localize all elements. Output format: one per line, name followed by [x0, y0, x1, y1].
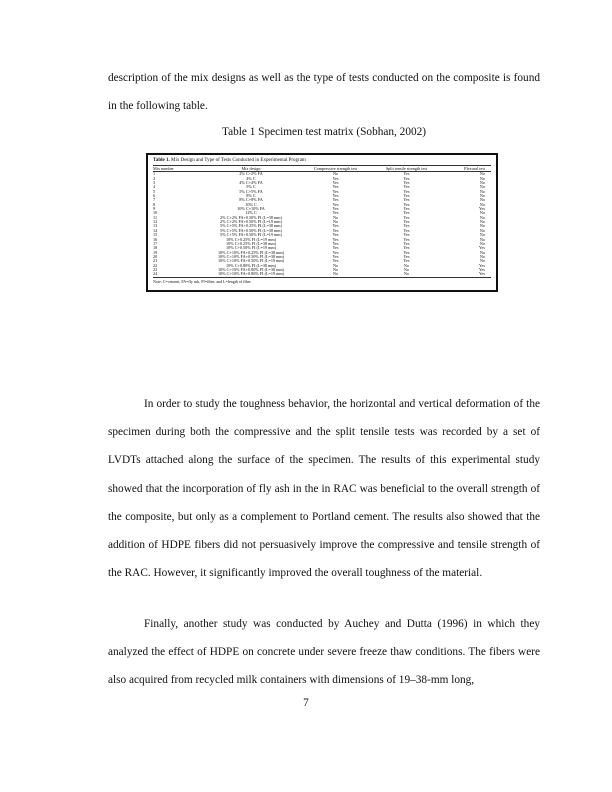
- cell-flexural: No: [479, 253, 485, 259]
- paragraph-toughness: In order to study the toughness behavior, the horizontal and vertical deformation of the specimen during both the compressive and the split tensile tests was recorded by a set of LVDTs attached along the surface of the specimen. The results of this experimental study showed that the incorporation of fly ash in the in RAC was beneficial to the overall strength of the composite, but only as a complement to Portland cement. The results also showed that the addition of HDPE fibers did not persuasively improve the compressive and tensile strength of the RAC. However, it significantly improved the overall toughness of the material.: [108, 398, 540, 580]
- paragraph-intro: description of the mix designs as well as the type of tests conducted on the composite is found in the following table.: [108, 72, 540, 113]
- cell-split-tensile: Yes: [403, 197, 410, 203]
- mix-design-table: [153, 167, 491, 278]
- cell-compressive: Yes: [332, 253, 339, 259]
- cell-flexural: No: [479, 232, 485, 238]
- cell-flexural: No: [479, 193, 485, 199]
- cell-split-tensile: Yes: [403, 206, 410, 212]
- cell-flexural: No: [479, 201, 485, 207]
- cell-mix-design: 12% C: [245, 210, 257, 216]
- cell-split-tensile: No: [369, 272, 443, 277]
- cell-mix-number: 17: [153, 240, 158, 246]
- cell-flexural: No: [479, 210, 485, 216]
- cell-mix-number: 1: [153, 171, 156, 177]
- cell-mix-number: 21: [153, 258, 158, 264]
- cell-flexural: No: [479, 219, 485, 225]
- page-number: 7: [303, 697, 309, 709]
- cell-compressive: Yes: [332, 201, 339, 207]
- cell-flexural: No: [479, 180, 485, 186]
- cell-split-tensile: Yes: [403, 193, 410, 199]
- cell-mix-design: 10% C+10% FA+0.50% FI (L=19 mm): [217, 258, 285, 264]
- cell-mix-design: 2% C+2% FA: [239, 171, 263, 177]
- cell-split-tensile: Yes: [403, 227, 410, 233]
- cell-mix-number: 5: [153, 188, 156, 194]
- table-figure: [146, 153, 498, 292]
- cell-mix-design: 10% C+0.80% FI (L=38 mm): [226, 262, 276, 268]
- cell-mix-number: 19: [153, 249, 158, 255]
- cell-mix-number: 20: [153, 253, 158, 259]
- cell-mix-number: 15: [153, 232, 158, 238]
- cell-flexural: No: [479, 214, 485, 220]
- cell-flexural: No: [479, 249, 485, 255]
- cell-split-tensile: Yes: [403, 236, 410, 242]
- cell-compressive: Yes: [332, 184, 339, 190]
- cell-mix-design: 10% C+10% FA+0.80% FI (L=38 mm): [217, 266, 285, 272]
- cell-mix-design: 5% C+5% FA: [239, 188, 263, 194]
- cell-compressive: No: [332, 219, 339, 225]
- cell-flexural: Yes: [478, 245, 485, 251]
- cell-compressive: Yes: [332, 188, 339, 194]
- cell-mix-design: 2% C+2% FA+0.50% FI (L=38 mm): [220, 214, 282, 220]
- cell-split-tensile: Yes: [403, 184, 410, 190]
- cell-flexural: No: [479, 240, 485, 246]
- cell-split-tensile: Yes: [403, 253, 410, 259]
- cell-compressive: Yes: [332, 193, 339, 199]
- cell-compressive: Yes: [332, 223, 339, 229]
- header-mix-design: Mix design: [200, 167, 301, 172]
- cell-flexural: No: [479, 184, 485, 190]
- cell-split-tensile: Yes: [403, 180, 410, 186]
- cell-split-tensile: Yes: [403, 171, 410, 177]
- cell-split-tensile: Yes: [403, 201, 410, 207]
- cell-split-tensile: Yes: [403, 232, 410, 238]
- cell-compressive: No: [302, 272, 370, 277]
- cell-mix-design: 10% C+10% FA+0.25% FI (L=38 mm): [217, 249, 285, 255]
- cell-compressive: Yes: [332, 240, 339, 246]
- cell-split-tensile: Yes: [403, 240, 410, 246]
- cell-mix-number: 13: [153, 223, 158, 229]
- cell-split-tensile: Yes: [403, 258, 410, 264]
- cell-mix-design: 5% C+5% FA+0.50% FI (L=19 mm): [220, 232, 282, 238]
- table-caption: Table 1 Specimen test matrix (Sobhan, 2002): [221, 126, 427, 138]
- cell-mix-design: 2% C+2% FA+0.50% FI (L=19 mm): [220, 219, 282, 225]
- header-flexural: Flexural test: [444, 167, 491, 172]
- cell-mix-design: 4% C: [246, 175, 256, 181]
- cell-flexural: No: [479, 197, 485, 203]
- cell-split-tensile: Yes: [403, 214, 410, 220]
- cell-mix-design: 10% C+0.50% FI (L=19 mm): [226, 245, 276, 251]
- cell-mix-design: 4% C+4% FA: [239, 180, 263, 186]
- cell-compressive: No: [332, 171, 339, 177]
- cell-flexural: No: [479, 223, 485, 229]
- cell-compressive: Yes: [332, 249, 339, 255]
- cell-compressive: Yes: [332, 258, 339, 264]
- cell-mix-number: 14: [153, 227, 158, 233]
- cell-mix-design: 5% C: [246, 184, 256, 190]
- cell-split-tensile: No: [403, 262, 410, 268]
- cell-mix-number: 16: [153, 236, 158, 242]
- cell-mix-number: 18: [153, 245, 158, 251]
- cell-mix-number: 9: [153, 206, 156, 212]
- cell-compressive: Yes: [332, 180, 339, 186]
- cell-mix-design: 10% C+0.25% FI (L=38 mm): [226, 240, 276, 246]
- cell-mix-number: 11: [153, 214, 158, 220]
- cell-mix-design: 10% C+10% FA+0.50% FI (L=38 mm): [217, 253, 285, 259]
- header-compressive: Compressive strength test: [302, 167, 370, 172]
- header-mix-number: Mix number: [153, 167, 200, 172]
- cell-mix-design: 10% C+10% FA: [237, 206, 265, 212]
- cell-mix-design: 5% C+5% FA+0.25% FI (L=38 mm): [220, 223, 282, 229]
- cell-split-tensile: Yes: [403, 219, 410, 225]
- figure-title-label: Table 1.: [153, 158, 170, 163]
- cell-mix-design: 10% C+0.25% FI (L=19 mm): [226, 236, 276, 242]
- cell-compressive: Yes: [332, 210, 339, 216]
- cell-flexural: No: [479, 175, 485, 181]
- cell-mix-number: 24: [153, 272, 200, 277]
- cell-compressive: Yes: [332, 175, 339, 181]
- cell-flexural: Yes: [478, 262, 485, 268]
- cell-compressive: Yes: [332, 227, 339, 233]
- cell-compressive: No: [332, 262, 339, 268]
- cell-compressive: Yes: [332, 245, 339, 251]
- cell-compressive: No: [332, 214, 339, 220]
- cell-flexural: Yes: [478, 266, 485, 272]
- figure-title: [153, 158, 491, 164]
- cell-flexural: No: [479, 171, 485, 177]
- cell-mix-number: 22: [153, 262, 158, 268]
- cell-mix-design: 5% C+5% FA+0.50% FI (L=38 mm): [220, 227, 282, 233]
- cell-mix-design: 10% C+10% FA+0.80% FI (L=19 mm): [200, 272, 301, 277]
- cell-compressive: Yes: [332, 206, 339, 212]
- cell-compressive: Yes: [332, 197, 339, 203]
- cell-mix-number: 8: [153, 201, 156, 207]
- cell-mix-number: 12: [153, 219, 158, 225]
- cell-split-tensile: Yes: [403, 249, 410, 255]
- cell-split-tensile: No: [403, 266, 410, 272]
- cell-mix-number: 3: [153, 180, 156, 186]
- cell-flexural: No: [479, 236, 485, 242]
- cell-compressive: No: [332, 266, 339, 272]
- cell-flexural: No: [479, 227, 485, 233]
- cell-mix-number: 10: [153, 210, 158, 216]
- figure-note: Note: C=cement, FA=fly ash, FI=fiber, and L=length of fiber.: [153, 278, 252, 284]
- cell-mix-number: 4: [153, 184, 156, 190]
- cell-flexural: Yes: [478, 206, 485, 212]
- cell-compressive: Yes: [332, 236, 339, 242]
- cell-mix-number: 2: [153, 175, 156, 181]
- table-body: [153, 172, 491, 277]
- cell-mix-design: 8% C+8% FA: [239, 197, 263, 203]
- cell-mix-design: 8% C: [246, 193, 256, 199]
- cell-flexural: No: [479, 258, 485, 264]
- cell-mix-number: 7: [153, 197, 156, 203]
- cell-compressive: Yes: [332, 232, 339, 238]
- cell-split-tensile: Yes: [403, 175, 410, 181]
- cell-flexural: No: [479, 188, 485, 194]
- cell-flexural: Yes: [444, 272, 491, 277]
- cell-mix-number: 23: [153, 266, 158, 272]
- paragraph-auchey-dutta: Finally, another study was conducted by Auchey and Dutta (1996) in which they analyzed the effect of HDPE on concrete under severe freeze thaw conditions. The fibers were also acquired from recycled milk containers with dimensions of 19–38-mm long,: [108, 618, 540, 687]
- header-split-tensile: Split tensile strength test: [369, 167, 443, 172]
- cell-mix-design: 10% C: [245, 201, 257, 207]
- cell-split-tensile: Yes: [403, 210, 410, 216]
- figure-title-text: Mix Design and Type of Tests Conducted in Experimental Program: [171, 158, 306, 163]
- cell-split-tensile: Yes: [403, 188, 410, 194]
- cell-split-tensile: Yes: [403, 223, 410, 229]
- table-row: [153, 272, 491, 277]
- cell-mix-number: 6: [153, 193, 156, 199]
- cell-split-tensile: Yes: [403, 245, 410, 251]
